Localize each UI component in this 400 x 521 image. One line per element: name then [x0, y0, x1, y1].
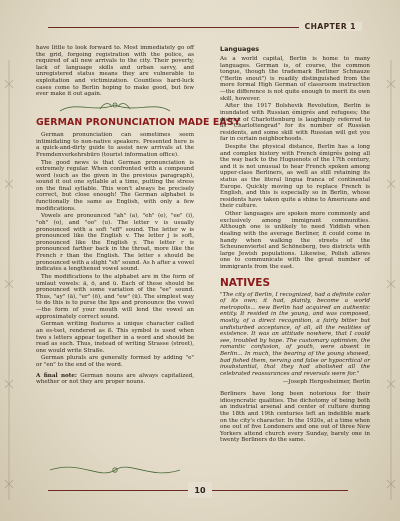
final-note-label: A final note:	[36, 372, 77, 379]
intro-paragraph: have little to look forward to. Most immediately go off the grid, forgoing registration with the police, as required of all new arrivals to the city. Their poverty, lack of language skills and urban savvy, and unregistered status means they are vulnerable to exploitation and victimization. Countless hard-luck cases come to Berlin hoping to make good, but few ever make it out again.	[36, 45, 194, 98]
languages-paragraph: After the 1917 Bolshevik Revolution, Berlin is inundated with Russian émigrés and refugees; the district of Charlottenburg is laughingly referred to as "Charlottengrad" for its number of Russian residents, and some skill with Russian will get you far in certain neighborhoods.	[220, 103, 370, 143]
pronunciation-section-title: GERMAN PRONUNCIATION MADE EASY	[36, 116, 241, 128]
chapter-header	[48, 20, 398, 34]
left-border-ornament	[2, 60, 16, 500]
pronunciation-paragraph: German pronunciation can sometimes seem intimidating to non-native speakers. Presented here is a quick-and-dirty guide to assist new arrivals at the Fremdenverkehrsbüro (tourist information office).	[36, 131, 194, 158]
right-column	[220, 45, 370, 445]
page-number: 10	[194, 486, 206, 495]
natives-heading: NATIVES	[220, 276, 271, 289]
final-note-text: German nouns are always capitalized, whether or not they are proper nouns.	[36, 372, 195, 386]
languages-heading: Languages	[220, 45, 260, 53]
left-column	[36, 45, 241, 387]
quote-text: "The city of Berlin, I recognized, had a definite color of its own; it had, plainly, become a world metropolis... new Berlin had acquired an authentic entity. It resided in the young, and was composed, mostly, of a direct recognition, a fairly bitter but undisturbed acceptance, of all, all the realities of existence. It was an attitude nowhere, that I could see, troubled by hope. The customary optimism, the romantic confusion, of youth, were absent in Berlin... In much, the bearing of the young showed, bad fished them, nerving and false or hypocritical or insubstantial, that they had abolished all the celebrated reassurances and reversals were for."	[220, 291, 370, 377]
top-flourish-ornament	[40, 99, 190, 115]
natives-quote	[220, 292, 370, 378]
pronunciation-paragraph: Vowels are pronounced "ah" (a), "eh" (e), "ee" (i), "oh" (o), and "oo" (u). The letter v is usually pronounced with a soft "eff" sound. The letter w is pronounced like the English v. The letter j is soft, pronounced like the English y. The letter r is pronounced farther back in the throat, more like the French r than the English. The letter s should be pronounced with a slight "sh" sound. As h after a vowel indicates a lengthened vowel sound.	[36, 213, 194, 273]
pronunciation-paragraph: The modifications to the alphabet are in the form of umlaut vowels: ä, ö, and ü. Each of these should be pronounced with some variation of the "ee" sound. Thus, "ay" (ä), "er" (ö), and "ew" (ü). The simplest way to do this is to purse the lips and pronounce the vowel—the form of your mouth will lend the vowel an approximately correct sound.	[36, 273, 194, 320]
languages-paragraph: Other languages are spoken more commonly and exclusively among immigrant communities. Although one is unlikely to need Yiddish when dealing with the average Berliner, it could come in handy when walking the streets of the Scheunenviertel and Schöneberg, two districts with large Jewish populations. Likewise, Polish allows one to communicate with the great number of immigrants from the east.	[220, 211, 370, 270]
pronunciation-paragraph: German plurals are generally formed by adding "e" or "en" to the end of the word.	[36, 355, 194, 369]
bottom-flourish-ornament	[40, 458, 190, 482]
pronunciation-paragraph: German writing features a unique character called an es-tset, rendered as ß. This symbol is used when two s letters appear together in a word and should be read as such. Thus, instead of writing Strasse (street), one would write Straße.	[36, 321, 194, 354]
languages-paragraph: As a world capital, Berlin is home to many languages. German is, of course, the common tongue, though the trademark Berliner Schnauze ("Berlin snout") is readily distinguished from the more formal High German of classroom instruction—the difference is not quite enough to merit its own skill, however.	[220, 56, 370, 102]
quote-attribution: —Joseph Hergesheimer, Berlin	[282, 379, 370, 386]
languages-paragraph: Despite the physical distance, Berlin has a long and complex history with French émigrés going all the way back to the Huguenots of the 17th century, and it is not unusual to hear French spoken among upper-class Berliners, as well as still retaining its status as the literal lingua franca of continental Europe. Quickly moving up to replace French is English, and this is especially so in Berlin, whose residents have taken quite a shine to Americans and their culture.	[220, 144, 370, 210]
chapter-label: CHAPTER 1	[299, 22, 362, 31]
right-border-ornament	[384, 60, 398, 500]
final-note	[36, 373, 194, 386]
pronunciation-paragraph: The good news is that German pronunciation is extremely regular. When confronted with a compound word (such as the given in the previous paragraph), sound it out one syllable at a time, putting the stress on the final syllable. This won't always be precisely correct, but close enough! The German alphabet is functionally the same as English, with only a few modifications.	[36, 159, 194, 212]
natives-paragraph: Berliners have long been notorious for their idiosyncratic qualities. The dichotomy of being both an industrial arsenal and center of culture during the 18th and 19th centuries left an indelible mark on the city's character. In the 1920s, at a time when one out of five Londoners and one out of three New Yorkers attend church every Sunday, barely one in twenty Berliners do the same.	[220, 391, 370, 444]
